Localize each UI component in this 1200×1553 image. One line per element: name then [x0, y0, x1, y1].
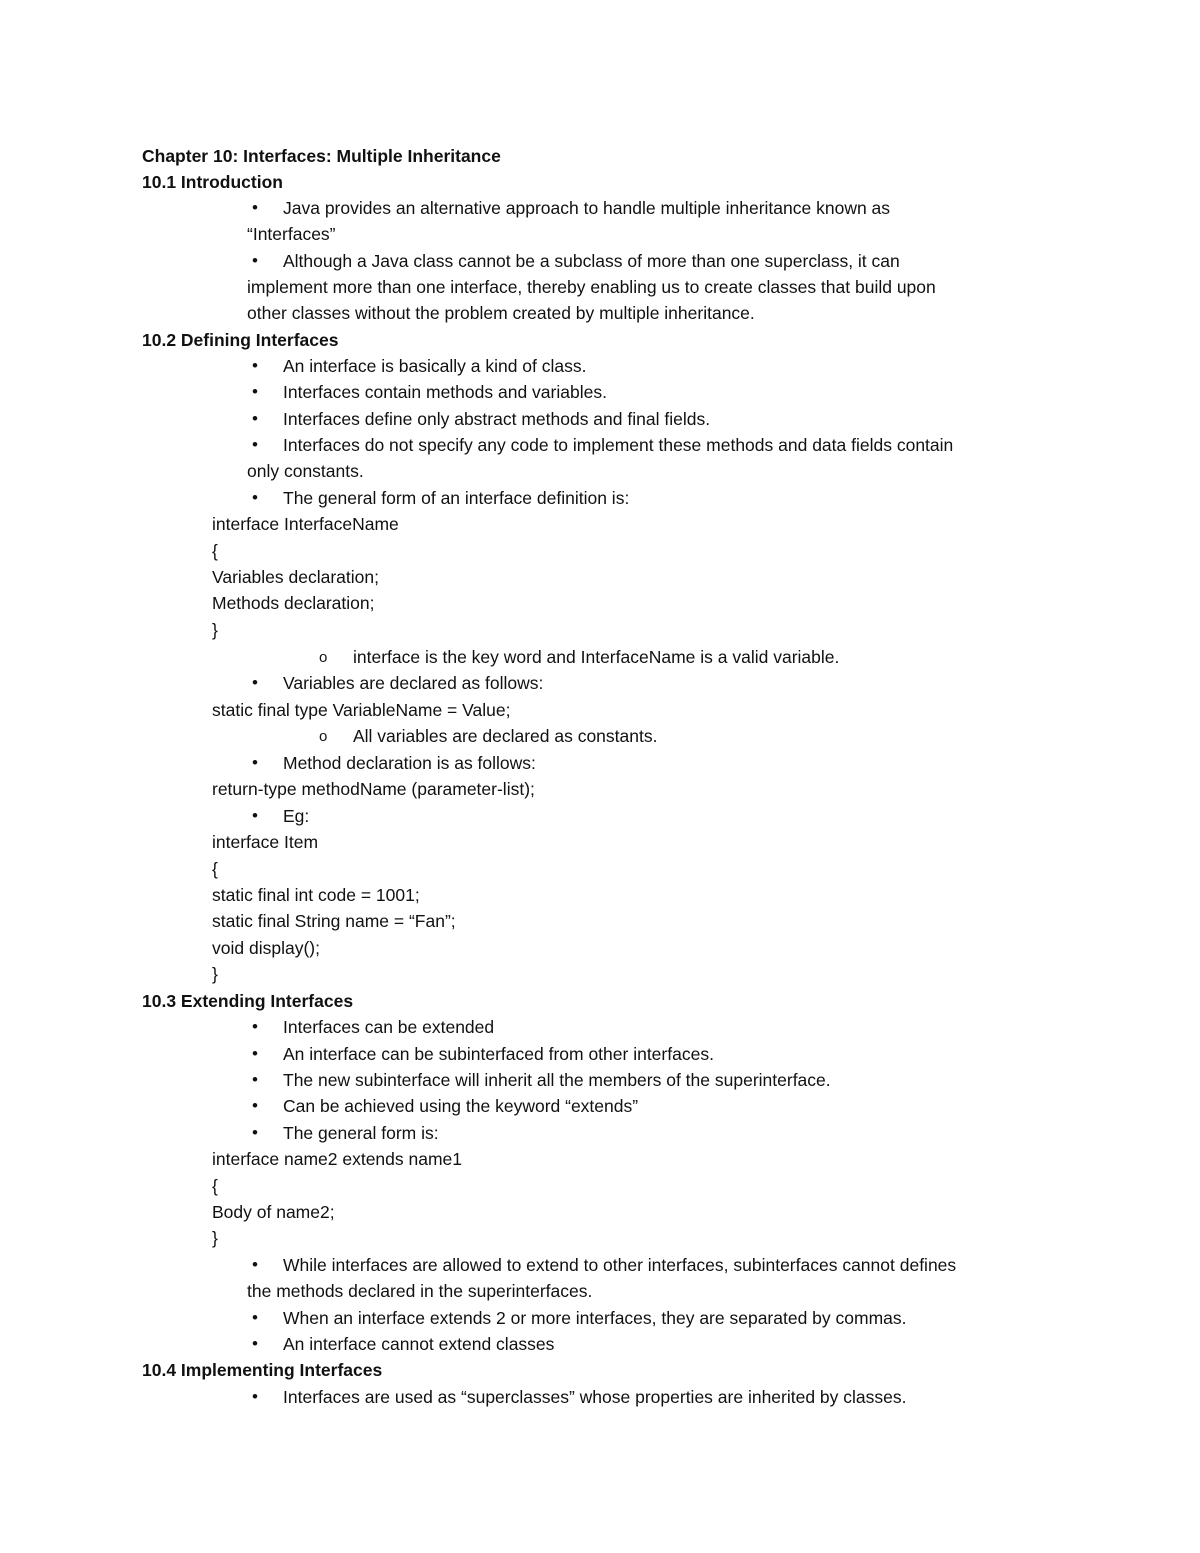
bullet-text: While interfaces are allowed to extend to other interfaces, subinterfaces cannot defines: [283, 1255, 957, 1275]
bullet-text: Method declaration is as follows:: [283, 753, 536, 773]
bullet-text: Interfaces define only abstract methods and final fields.: [283, 409, 711, 429]
section-heading-10-4: 10.4 Implementing Interfaces: [142, 1360, 383, 1380]
bullet-text: The general form of an interface definition is:: [283, 488, 630, 508]
bullet-text: An interface is basically a kind of class.: [283, 356, 587, 376]
bullet-icon: •: [252, 1387, 258, 1406]
code-line: Variables declaration;: [212, 567, 379, 587]
bullet-text: Interfaces contain methods and variables.: [283, 382, 607, 402]
bullet-text: The general form is:: [283, 1123, 439, 1143]
code-line: interface name2 extends name1: [212, 1149, 463, 1169]
bullet-text: When an interface extends 2 or more interfaces, they are separated by commas.: [283, 1308, 907, 1328]
code-line: Body of name2;: [212, 1202, 335, 1222]
bullet-icon: •: [252, 435, 258, 454]
code-line: }: [212, 964, 218, 984]
code-line: void display();: [212, 938, 320, 958]
bullet-text-continuation: the methods declared in the superinterfaces.: [247, 1281, 593, 1301]
bullet-text: Java provides an alternative approach to handle multiple inheritance known as: [283, 198, 891, 218]
sub-bullet-text: All variables are declared as constants.: [353, 726, 658, 746]
bullet-text: Although a Java class cannot be a subclass of more than one superclass, it can: [283, 251, 900, 271]
bullet-text-continuation: only constants.: [247, 461, 364, 481]
bullet-icon: •: [252, 409, 258, 428]
bullet-icon: •: [252, 1070, 258, 1089]
bullet-text-continuation: implement more than one interface, thereby enabling us to create classes that build upon: [247, 277, 936, 297]
bullet-text: Interfaces can be extended: [283, 1017, 495, 1037]
bullet-text: An interface can be subinterfaced from other interfaces.: [283, 1044, 714, 1064]
code-line: }: [212, 620, 218, 640]
bullet-text: Eg:: [283, 806, 310, 826]
bullet-text: The new subinterface will inherit all the members of the superinterface.: [283, 1070, 831, 1090]
bullet-text-continuation: other classes without the problem created by multiple inheritance.: [247, 303, 755, 323]
section-heading-10-3: 10.3 Extending Interfaces: [142, 991, 354, 1011]
sub-bullet-text: interface is the key word and InterfaceName is a valid variable.: [353, 647, 840, 667]
bullet-icon: •: [252, 673, 258, 692]
bullet-icon: •: [252, 382, 258, 401]
bullet-icon: •: [252, 198, 258, 217]
code-line: return-type methodName (parameter-list);: [212, 779, 535, 799]
bullet-icon: •: [252, 806, 258, 825]
bullet-icon: •: [252, 1096, 258, 1115]
chapter-title: Chapter 10: Interfaces: Multiple Inheritance: [142, 146, 501, 166]
bullet-icon: •: [252, 356, 258, 375]
bullet-text: Variables are declared as follows:: [283, 673, 544, 693]
bullet-text: Interfaces are used as “superclasses” whose properties are inherited by classes.: [283, 1387, 907, 1407]
code-line: static final type VariableName = Value;: [212, 700, 511, 720]
code-line: {: [212, 859, 218, 879]
bullet-icon: •: [252, 1123, 258, 1142]
bullet-icon: •: [252, 1308, 258, 1327]
code-line: Methods declaration;: [212, 593, 375, 613]
bullet-text: An interface cannot extend classes: [283, 1334, 555, 1354]
sub-bullet-icon: o: [319, 649, 328, 666]
code-line: interface Item: [212, 832, 319, 852]
code-line: }: [212, 1228, 218, 1248]
bullet-icon: •: [252, 488, 258, 507]
bullet-icon: •: [252, 1255, 258, 1274]
bullet-icon: •: [252, 251, 258, 270]
bullet-icon: •: [252, 1017, 258, 1036]
bullet-icon: •: [252, 1044, 258, 1063]
code-line: static final int code = 1001;: [212, 885, 420, 905]
bullet-icon: •: [252, 753, 258, 772]
code-line: {: [212, 1176, 218, 1196]
bullet-icon: •: [252, 1334, 258, 1353]
section-heading-10-2: 10.2 Defining Interfaces: [142, 330, 339, 350]
bullet-text: Interfaces do not specify any code to implement these methods and data fields contain: [283, 435, 954, 455]
code-line: {: [212, 541, 218, 561]
bullet-text-continuation: “Interfaces”: [247, 224, 336, 244]
sub-bullet-icon: o: [319, 728, 328, 745]
code-line: static final String name = “Fan”;: [212, 911, 456, 931]
code-line: interface InterfaceName: [212, 514, 399, 534]
section-heading-10-1: 10.1 Introduction: [142, 172, 283, 192]
bullet-text: Can be achieved using the keyword “extends”: [283, 1096, 639, 1116]
